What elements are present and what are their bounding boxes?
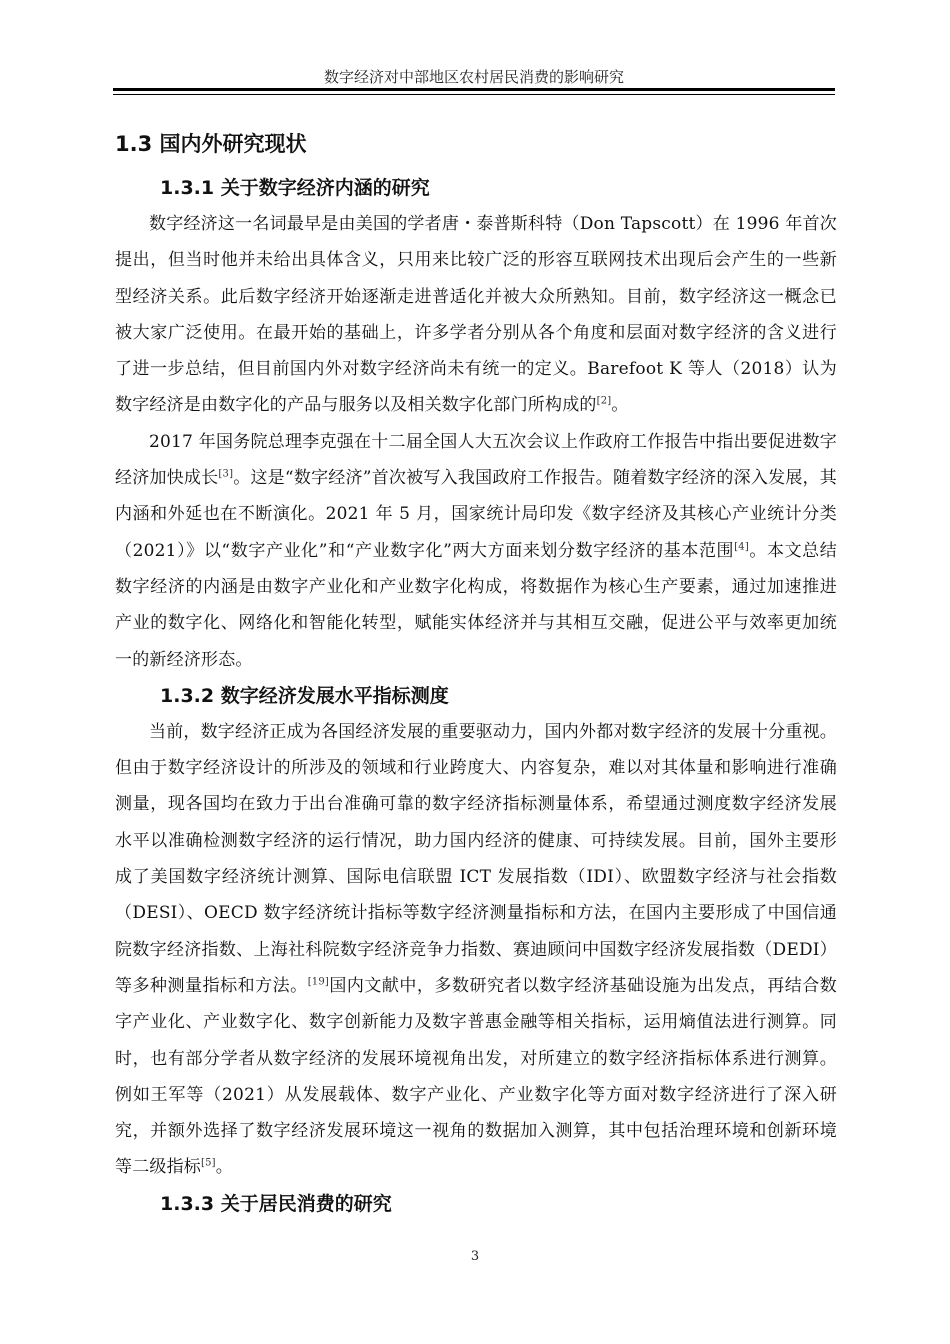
- citation-4: [4]: [734, 541, 749, 553]
- paragraph-3-end: 。: [215, 1157, 233, 1178]
- paragraph-1: [115, 206, 837, 424]
- paragraph-2-part-c: 。本文总结数字经济的内涵是由数字产业化和产业数字化构成，将数据作为核心生产要素，通过加速推进产业的数字化、网络化和智能化转型，赋能实体经济并与其相互交融，促进公平与效率更加统一的新经济形态。: [115, 540, 837, 670]
- paragraph-3: [115, 714, 837, 1186]
- paragraph-2: [115, 424, 837, 678]
- paragraph-3-part-b: 国内文献中，多数研究者以数字经济基础设施为出发点，再结合数字产业化、产业数字化、数字创新能力及数字普惠金融等相关指标，运用熵值法进行测算。同时，也有部分学者从数字经济的发展环境视角出发，对所建立的数字经济指标体系进行测算。例如王军等（2021）从发展载体、数字产业化、产业数字化等方面对数字经济进行了深入研究，并额外选择了数字经济发展环境这一视角的数据加入测算，其中包括治理环境和创新环境等二级指标: [115, 975, 837, 1178]
- body-content: [115, 126, 837, 1222]
- citation-5: [5]: [201, 1157, 216, 1169]
- running-header: 数字经济对中部地区农村居民消费的影响研究: [323, 68, 624, 86]
- paragraph-1-text: 数字经济这一名词最早是由美国的学者唐・泰普斯科特（Don Tapscott）在 1996 年首次提出，但当时他并未给出具体含义，只用来比较广泛的形容互联网技术出现后会产生的一些新型经济关系。此后数字经济开始逐渐走进普适化并被大众所熟知。目前，数字经济这一概念已被大家广泛使用。在最开始的基础上，许多学者分别从各个角度和层面对数字经济的含义进行了进一步总结，但目前国内外对数字经济尚未有统一的定义。Barefoot K 等人（2018）认为数字经济是由数字化的产品与服务以及相关数字化部门所构成的: [115, 214, 837, 416]
- paragraph-1-end: 。: [611, 395, 629, 416]
- header-rule-thin: [113, 94, 835, 95]
- subsection-heading-2: 1.3.2 数字经济发展水平指标测度: [160, 684, 449, 707]
- section-heading: 1.3 国内外研究现状: [115, 132, 307, 156]
- paragraph-3-part-a: 当前，数字经济正成为各国经济发展的重要驱动力，国内外都对数字经济的发展十分重视。但由于数字经济设计的所涉及的领域和行业跨度大、内容复杂，难以对其体量和影响进行准确测量，现各国均在致力于出台准确可靠的数字经济指标测量体系，希望通过测度数字经济发展水平以准确检测数字经济的运行情况，助力国内经济的健康、可持续发展。目前，国外主要形成了美国数字经济统计测算、国际电信联盟 ICT 发展指数（IDI）、欧盟数字经济与社会指数（DESI）、OECD 数字经济统计指标等数字经济测量指标和方法，在国内主要形成了中国信通院数字经济指数、上海社科院数字经济竞争力指数、赛迪顾问中国数字经济发展指数（DEDI）等多种测量指标和方法。: [115, 721, 837, 996]
- citation-3: [3]: [218, 468, 234, 480]
- subsection-heading-1: 1.3.1 关于数字经济内涵的研究: [160, 177, 430, 199]
- page-number: 3: [470, 1249, 480, 1264]
- paragraph-2-part-a: 2017 年国务院总理李克强在十二届全国人大五次会议上作政府工作报告中指出要促进数字经济加快成长: [115, 431, 837, 489]
- citation-19: [19]: [307, 976, 330, 988]
- header-rule-thick: [113, 88, 835, 91]
- subsection-heading-3: 1.3.3 关于居民消费的研究: [160, 1192, 392, 1215]
- paragraph-2-part-b: 。这是“数字经济”首次被写入我国政府工作报告。随着数字经济的深入发展，其内涵和外延也在不断演化。2021 年 5 月，国家统计局印发《数字经济及其核心产业统计分类（2021）》以“数字产业化”和“产业数字化”两大方面来划分数字经济的基本范围: [115, 468, 837, 561]
- citation-2: [2]: [596, 395, 612, 407]
